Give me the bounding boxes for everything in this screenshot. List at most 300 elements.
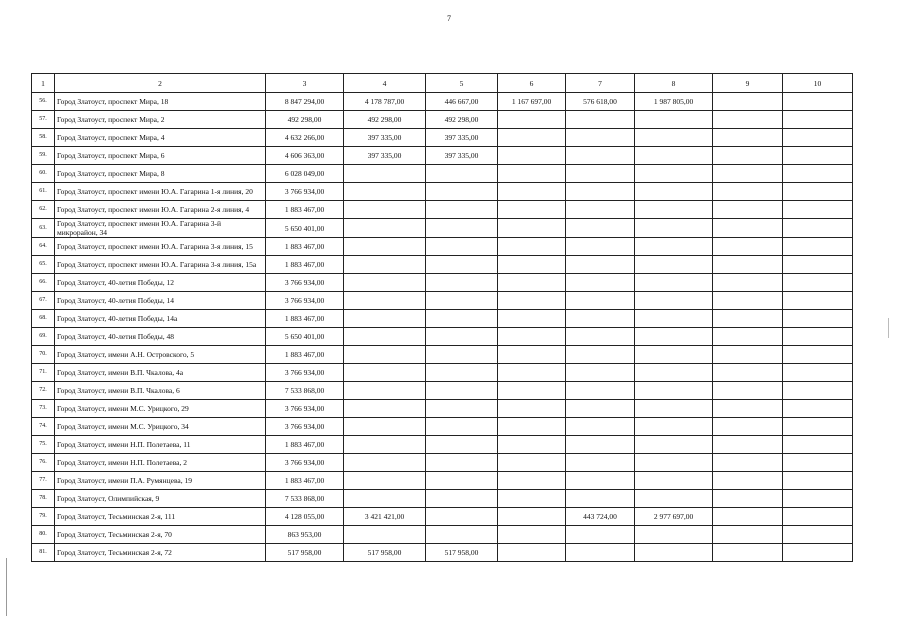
table-row — [32, 310, 853, 328]
row-number: 74. — [32, 418, 55, 436]
row-number: 75. — [32, 436, 55, 454]
address-cell: Город Златоуст, проспект Мира, 2 — [55, 111, 266, 129]
address-cell: Город Златоуст, имени М.С. Урицкого, 34 — [55, 418, 266, 436]
cell-col4 — [344, 219, 426, 238]
cell-col10 — [783, 292, 853, 310]
cell-col3: 4 128 055,00 — [266, 508, 344, 526]
cell-col8: 1 987 805,00 — [635, 93, 713, 111]
cell-col6 — [498, 472, 566, 490]
table-row — [32, 201, 853, 219]
cell-col9 — [713, 183, 783, 201]
row-number: 79. — [32, 508, 55, 526]
table-row — [32, 454, 853, 472]
cell-col7: 443 724,00 — [566, 508, 635, 526]
address-cell: Город Златоуст, имени В.П. Чкалова, 6 — [55, 382, 266, 400]
cell-col9 — [713, 219, 783, 238]
cell-col9 — [713, 418, 783, 436]
page-number: 7 — [447, 14, 451, 23]
cell-col4 — [344, 165, 426, 183]
cell-col8 — [635, 165, 713, 183]
cell-col5 — [426, 201, 498, 219]
cell-col4: 4 178 787,00 — [344, 93, 426, 111]
table-row — [32, 183, 853, 201]
header-cell: 8 — [635, 74, 713, 93]
cell-col6 — [498, 147, 566, 165]
cell-col8 — [635, 346, 713, 364]
cell-col10 — [783, 183, 853, 201]
row-number: 63. — [32, 219, 55, 238]
row-number: 60. — [32, 165, 55, 183]
cell-col6 — [498, 165, 566, 183]
cell-col3: 6 028 049,00 — [266, 165, 344, 183]
table-row — [32, 508, 853, 526]
cell-col3: 1 883 467,00 — [266, 201, 344, 219]
address-cell: Город Златоуст, проспект имени Ю.А. Гагарина 3-я линия, 15 — [55, 238, 266, 256]
scan-edge-mark — [6, 558, 7, 616]
table-row — [32, 111, 853, 129]
cell-col3: 4 606 363,00 — [266, 147, 344, 165]
cell-col3: 3 766 934,00 — [266, 418, 344, 436]
table-row — [32, 274, 853, 292]
cell-col8 — [635, 129, 713, 147]
cell-col6 — [498, 436, 566, 454]
cell-col5 — [426, 454, 498, 472]
cell-col3: 492 298,00 — [266, 111, 344, 129]
cell-col3: 3 766 934,00 — [266, 454, 344, 472]
cell-col6 — [498, 400, 566, 418]
cell-col4: 3 421 421,00 — [344, 508, 426, 526]
cell-col7 — [566, 436, 635, 454]
cell-col5: 397 335,00 — [426, 129, 498, 147]
cell-col6 — [498, 490, 566, 508]
cell-col4 — [344, 436, 426, 454]
cell-col5 — [426, 165, 498, 183]
address-cell: Город Златоуст, имени В.П. Чкалова, 4а — [55, 364, 266, 382]
cell-col7 — [566, 382, 635, 400]
address-cell: Город Златоуст, имени П.А. Румянцева, 19 — [55, 472, 266, 490]
row-number: 81. — [32, 544, 55, 562]
cell-col8 — [635, 472, 713, 490]
row-number: 57. — [32, 111, 55, 129]
header-cell: 9 — [713, 74, 783, 93]
cell-col9 — [713, 292, 783, 310]
cell-col5: 517 958,00 — [426, 544, 498, 562]
address-cell: Город Златоуст, 40-летия Победы, 14 — [55, 292, 266, 310]
table-row — [32, 292, 853, 310]
cell-col4 — [344, 328, 426, 346]
cell-col6 — [498, 292, 566, 310]
cell-col8 — [635, 256, 713, 274]
cell-col6 — [498, 219, 566, 238]
address-cell: Город Златоуст, Тесьминская 2-я, 70 — [55, 526, 266, 544]
table-row — [32, 400, 853, 418]
cell-col6 — [498, 526, 566, 544]
cell-col9 — [713, 544, 783, 562]
table-header-row — [32, 74, 853, 93]
cell-col7 — [566, 490, 635, 508]
cell-col8 — [635, 111, 713, 129]
cell-col5 — [426, 256, 498, 274]
cell-col5 — [426, 364, 498, 382]
cell-col8: 2 977 697,00 — [635, 508, 713, 526]
row-number: 64. — [32, 238, 55, 256]
cell-col6: 1 167 697,00 — [498, 93, 566, 111]
row-number: 66. — [32, 274, 55, 292]
cell-col9 — [713, 454, 783, 472]
cell-col6 — [498, 382, 566, 400]
cell-col6 — [498, 201, 566, 219]
row-number: 68. — [32, 310, 55, 328]
row-number: 71. — [32, 364, 55, 382]
data-table — [31, 73, 853, 562]
cell-col5: 492 298,00 — [426, 111, 498, 129]
cell-col7 — [566, 165, 635, 183]
row-number: 73. — [32, 400, 55, 418]
cell-col9 — [713, 472, 783, 490]
cell-col6 — [498, 364, 566, 382]
cell-col7 — [566, 274, 635, 292]
address-cell: Город Златоуст, проспект Мира, 8 — [55, 165, 266, 183]
cell-col8 — [635, 490, 713, 508]
cell-col10 — [783, 526, 853, 544]
row-number: 58. — [32, 129, 55, 147]
row-number: 80. — [32, 526, 55, 544]
cell-col7 — [566, 346, 635, 364]
cell-col3: 7 533 868,00 — [266, 490, 344, 508]
cell-col4 — [344, 418, 426, 436]
cell-col7 — [566, 219, 635, 238]
cell-col9 — [713, 400, 783, 418]
cell-col9 — [713, 165, 783, 183]
cell-col5 — [426, 328, 498, 346]
table-row — [32, 436, 853, 454]
cell-col10 — [783, 310, 853, 328]
cell-col5 — [426, 183, 498, 201]
cell-col10 — [783, 165, 853, 183]
cell-col9 — [713, 382, 783, 400]
cell-col8 — [635, 292, 713, 310]
cell-col5 — [426, 382, 498, 400]
table-row — [32, 219, 853, 238]
header-cell: 2 — [55, 74, 266, 93]
cell-col6 — [498, 111, 566, 129]
cell-col8 — [635, 147, 713, 165]
cell-col7 — [566, 256, 635, 274]
cell-col3: 1 883 467,00 — [266, 310, 344, 328]
cell-col5 — [426, 400, 498, 418]
row-number: 76. — [32, 454, 55, 472]
address-cell: Город Златоуст, имени Н.П. Полетаева, 11 — [55, 436, 266, 454]
cell-col8 — [635, 454, 713, 472]
cell-col7 — [566, 310, 635, 328]
cell-col6 — [498, 418, 566, 436]
cell-col7 — [566, 183, 635, 201]
cell-col9 — [713, 364, 783, 382]
table-row — [32, 346, 853, 364]
table-row — [32, 147, 853, 165]
cell-col9 — [713, 490, 783, 508]
cell-col4: 492 298,00 — [344, 111, 426, 129]
cell-col3: 3 766 934,00 — [266, 364, 344, 382]
cell-col10 — [783, 111, 853, 129]
cell-col5 — [426, 418, 498, 436]
cell-col7 — [566, 526, 635, 544]
cell-col6 — [498, 274, 566, 292]
cell-col4 — [344, 292, 426, 310]
cell-col9 — [713, 238, 783, 256]
cell-col4: 397 335,00 — [344, 147, 426, 165]
cell-col5 — [426, 508, 498, 526]
header-cell: 7 — [566, 74, 635, 93]
cell-col9 — [713, 346, 783, 364]
cell-col4 — [344, 346, 426, 364]
cell-col8 — [635, 310, 713, 328]
row-number: 62. — [32, 201, 55, 219]
cell-col3: 3 766 934,00 — [266, 400, 344, 418]
cell-col8 — [635, 418, 713, 436]
cell-col7 — [566, 328, 635, 346]
cell-col10 — [783, 328, 853, 346]
cell-col3: 3 766 934,00 — [266, 274, 344, 292]
cell-col6 — [498, 454, 566, 472]
cell-col5 — [426, 490, 498, 508]
cell-col7 — [566, 544, 635, 562]
cell-col6 — [498, 346, 566, 364]
cell-col3: 7 533 868,00 — [266, 382, 344, 400]
row-number: 59. — [32, 147, 55, 165]
row-number: 69. — [32, 328, 55, 346]
address-cell: Город Златоуст, проспект Мира, 6 — [55, 147, 266, 165]
table-row — [32, 93, 853, 111]
cell-col3: 1 883 467,00 — [266, 346, 344, 364]
address-cell: Город Златоуст, проспект имени Ю.А. Гагарина 1-я линия, 20 — [55, 183, 266, 201]
cell-col4 — [344, 183, 426, 201]
cell-col5 — [426, 274, 498, 292]
cell-col7 — [566, 111, 635, 129]
header-cell: 3 — [266, 74, 344, 93]
header-cell: 6 — [498, 74, 566, 93]
cell-col4: 517 958,00 — [344, 544, 426, 562]
header-cell: 10 — [783, 74, 853, 93]
address-cell: Город Златоуст, проспект имени Ю.А. Гагарина 3-я линия, 15а — [55, 256, 266, 274]
header-cell: 4 — [344, 74, 426, 93]
address-cell: Город Златоуст, проспект имени Ю.А. Гагарина 2-я линия, 4 — [55, 201, 266, 219]
cell-col8 — [635, 436, 713, 454]
cell-col8 — [635, 526, 713, 544]
cell-col4 — [344, 201, 426, 219]
cell-col9 — [713, 147, 783, 165]
cell-col10 — [783, 219, 853, 238]
cell-col5: 397 335,00 — [426, 147, 498, 165]
cell-col3: 1 883 467,00 — [266, 436, 344, 454]
cell-col10 — [783, 346, 853, 364]
cell-col7 — [566, 129, 635, 147]
cell-col4 — [344, 454, 426, 472]
cell-col10 — [783, 454, 853, 472]
cell-col10 — [783, 382, 853, 400]
cell-col7 — [566, 147, 635, 165]
cell-col3: 1 883 467,00 — [266, 238, 344, 256]
cell-col5 — [426, 310, 498, 328]
table-row — [32, 165, 853, 183]
cell-col7 — [566, 418, 635, 436]
address-cell: Город Златоуст, проспект Мира, 18 — [55, 93, 266, 111]
cell-col7 — [566, 201, 635, 219]
cell-col9 — [713, 274, 783, 292]
cell-col3: 863 953,00 — [266, 526, 344, 544]
header-cell: 1 — [32, 74, 55, 93]
table-row — [32, 328, 853, 346]
row-number: 61. — [32, 183, 55, 201]
cell-col5 — [426, 346, 498, 364]
cell-col10 — [783, 400, 853, 418]
table-row — [32, 490, 853, 508]
cell-col10 — [783, 274, 853, 292]
cell-col7 — [566, 472, 635, 490]
cell-col4 — [344, 400, 426, 418]
address-cell: Город Златоуст, Тесьминская 2-я, 72 — [55, 544, 266, 562]
cell-col9 — [713, 93, 783, 111]
cell-col3: 5 650 401,00 — [266, 219, 344, 238]
row-number: 65. — [32, 256, 55, 274]
cell-col6 — [498, 310, 566, 328]
cell-col6 — [498, 544, 566, 562]
cell-col7 — [566, 238, 635, 256]
cell-col10 — [783, 364, 853, 382]
cell-col8 — [635, 382, 713, 400]
cell-col10 — [783, 508, 853, 526]
header-cell: 5 — [426, 74, 498, 93]
cell-col9 — [713, 526, 783, 544]
cell-col4 — [344, 490, 426, 508]
table-row — [32, 238, 853, 256]
address-cell: Город Златоуст, имени Н.П. Полетаева, 2 — [55, 454, 266, 472]
row-number: 67. — [32, 292, 55, 310]
cell-col10 — [783, 472, 853, 490]
cell-col6 — [498, 238, 566, 256]
table-row — [32, 526, 853, 544]
cell-col6 — [498, 183, 566, 201]
address-cell: Город Златоуст, проспект Мира, 4 — [55, 129, 266, 147]
cell-col5 — [426, 219, 498, 238]
table-row — [32, 472, 853, 490]
cell-col8 — [635, 328, 713, 346]
cell-col10 — [783, 436, 853, 454]
cell-col4 — [344, 364, 426, 382]
cell-col8 — [635, 400, 713, 418]
table-row — [32, 418, 853, 436]
cell-col8 — [635, 364, 713, 382]
cell-col4 — [344, 274, 426, 292]
cell-col9 — [713, 256, 783, 274]
table-row — [32, 364, 853, 382]
row-number: 56. — [32, 93, 55, 111]
cell-col9 — [713, 508, 783, 526]
cell-col10 — [783, 147, 853, 165]
cell-col10 — [783, 418, 853, 436]
cell-col8 — [635, 183, 713, 201]
cell-col5: 446 667,00 — [426, 93, 498, 111]
cell-col5 — [426, 292, 498, 310]
cell-col4 — [344, 238, 426, 256]
cell-col10 — [783, 201, 853, 219]
cell-col9 — [713, 129, 783, 147]
cell-col9 — [713, 111, 783, 129]
row-number: 77. — [32, 472, 55, 490]
address-cell: Город Златоуст, проспект имени Ю.А. Гагарина 3-й микрорайон, 34 — [55, 219, 266, 238]
cell-col5 — [426, 436, 498, 454]
cell-col3: 8 847 294,00 — [266, 93, 344, 111]
cell-col8 — [635, 219, 713, 238]
cell-col3: 3 766 934,00 — [266, 183, 344, 201]
cell-col3: 1 883 467,00 — [266, 472, 344, 490]
row-number: 78. — [32, 490, 55, 508]
cell-col5 — [426, 238, 498, 256]
cell-col4 — [344, 526, 426, 544]
cell-col7 — [566, 400, 635, 418]
cell-col9 — [713, 201, 783, 219]
cell-col4: 397 335,00 — [344, 129, 426, 147]
table-row — [32, 544, 853, 562]
cell-col7 — [566, 454, 635, 472]
address-cell: Город Златоуст, Тесьминская 2-я, 111 — [55, 508, 266, 526]
cell-col3: 517 958,00 — [266, 544, 344, 562]
cell-col10 — [783, 238, 853, 256]
row-number: 72. — [32, 382, 55, 400]
address-cell: Город Златоуст, 40-летия Победы, 48 — [55, 328, 266, 346]
scan-edge-mark — [888, 318, 889, 338]
cell-col6 — [498, 256, 566, 274]
table-row — [32, 256, 853, 274]
cell-col10 — [783, 256, 853, 274]
cell-col8 — [635, 274, 713, 292]
cell-col8 — [635, 201, 713, 219]
cell-col5 — [426, 472, 498, 490]
cell-col3: 3 766 934,00 — [266, 292, 344, 310]
cell-col4 — [344, 472, 426, 490]
cell-col7 — [566, 292, 635, 310]
cell-col4 — [344, 310, 426, 328]
cell-col3: 4 632 266,00 — [266, 129, 344, 147]
cell-col4 — [344, 382, 426, 400]
address-cell: Город Златоуст, Олимпийская, 9 — [55, 490, 266, 508]
cell-col9 — [713, 436, 783, 454]
cell-col7 — [566, 364, 635, 382]
address-cell: Город Златоуст, 40-летия Победы, 14а — [55, 310, 266, 328]
cell-col10 — [783, 490, 853, 508]
table-row — [32, 382, 853, 400]
cell-col6 — [498, 508, 566, 526]
cell-col8 — [635, 544, 713, 562]
cell-col10 — [783, 129, 853, 147]
address-cell: Город Златоуст, 40-летия Победы, 12 — [55, 274, 266, 292]
cell-col3: 1 883 467,00 — [266, 256, 344, 274]
row-number: 70. — [32, 346, 55, 364]
address-cell: Город Златоуст, имени А.Н. Островского, 5 — [55, 346, 266, 364]
cell-col10 — [783, 544, 853, 562]
address-cell: Город Златоуст, имени М.С. Урицкого, 29 — [55, 400, 266, 418]
cell-col3: 5 650 401,00 — [266, 328, 344, 346]
table-row — [32, 129, 853, 147]
cell-col6 — [498, 328, 566, 346]
cell-col6 — [498, 129, 566, 147]
cell-col7: 576 618,00 — [566, 93, 635, 111]
cell-col10 — [783, 93, 853, 111]
cell-col9 — [713, 328, 783, 346]
cell-col9 — [713, 310, 783, 328]
cell-col5 — [426, 526, 498, 544]
cell-col8 — [635, 238, 713, 256]
